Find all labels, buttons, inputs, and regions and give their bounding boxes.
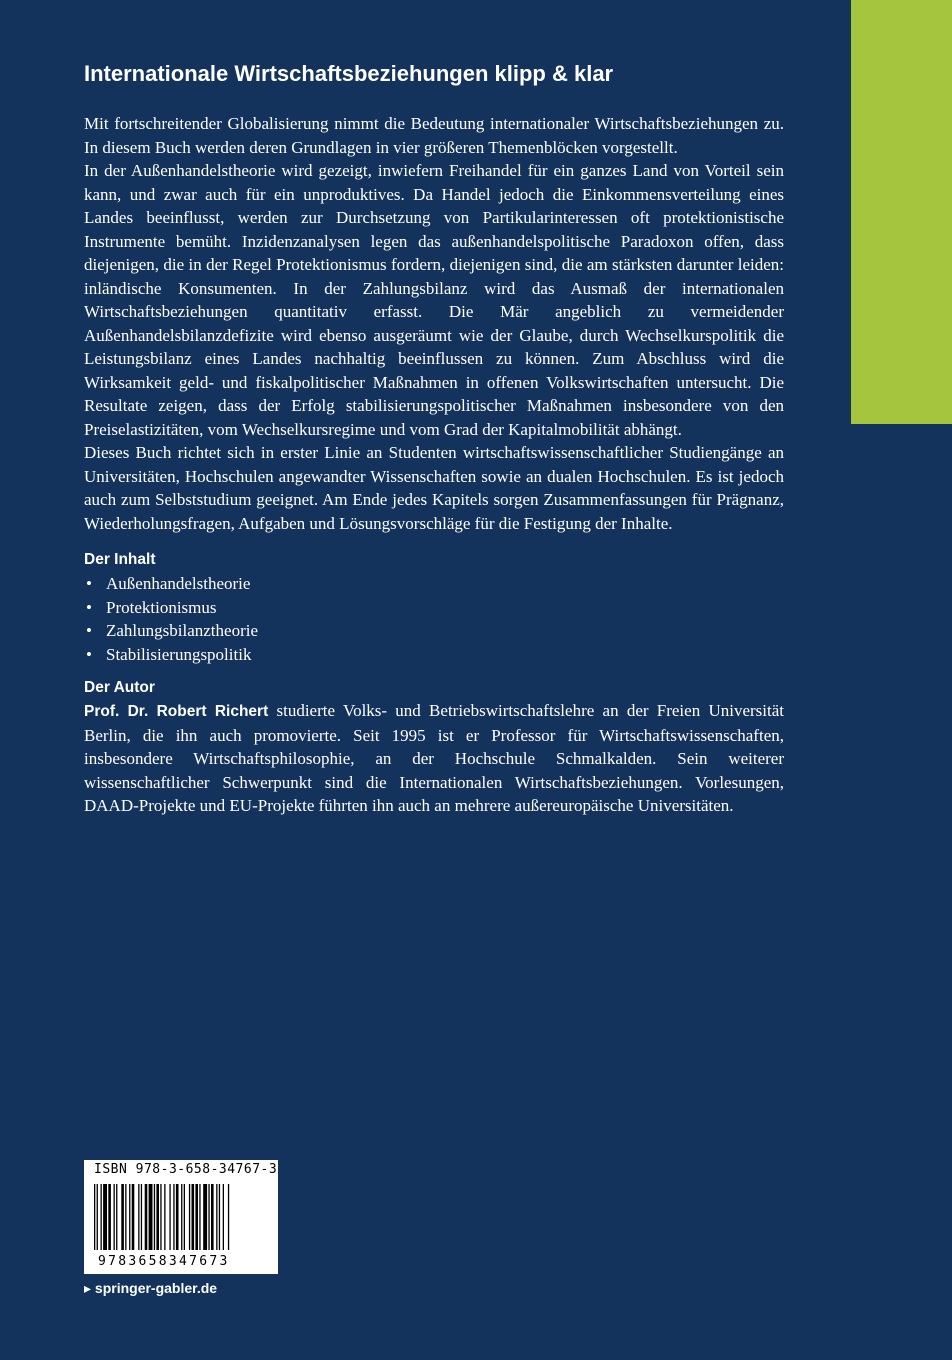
- author-name: Prof. Dr. Robert Richert: [84, 703, 269, 720]
- list-item-label: Stabilisierungspolitik: [106, 644, 252, 664]
- isbn-barcode: [84, 1160, 278, 1274]
- list-item-label: Protektionismus: [106, 597, 217, 617]
- back-cover-content: [84, 60, 784, 818]
- list-item: [84, 619, 784, 643]
- author-bio-text: studierte Volks- und Betriebswirtschaftslehre an der Freien Universität Berlin, die ihn auch promovierte. Seit 1995 ist er Professor für Wirtschaftswissenschaften, insbesondere Wirtschaftsphilosophie, an der Hochschule Schmalkalden. Sein weiterer wissenschaftlicher Schwerpunkt sind die Internationalen Wirtschaftsbeziehungen. Vorlesungen, DAAD-Projekte und EU-Projekte führten ihn auch an mehrere außereuropäische Universitäten.: [84, 701, 784, 815]
- contents-heading: Der Inhalt: [84, 551, 156, 568]
- book-title: Internationale Wirtschaftsbeziehungen klipp & klar: [84, 61, 614, 86]
- author-bio: [84, 699, 784, 818]
- isbn-label: ISBN 978-3-658-34767-3: [94, 1162, 278, 1177]
- website-label: springer-gabler.de: [94, 1280, 218, 1296]
- bullet-icon: •: [86, 621, 92, 640]
- description: [84, 112, 784, 535]
- list-item: [84, 643, 784, 667]
- description-paragraph: In der Außenhandelstheorie wird gezeigt, inwiefern Freihandel für ein ganzes Land von Vorteil sein kann, und zwar auch für ein unproduktives. Da Handel jedoch die Einkommensverteilung eines Landes beeinflusst, werden zur Durchsetzung von Partikularinteressen oft protektionistische Instrumente bemüht. Inzidenzanalysen legen das außenhandelspolitische Paradoxon offen, dass diejenigen, die in der Regel Protektionismus fordern, diejenigen sind, die am stärksten darunter leiden: inländische Konsumenten. In der Zahlungsbilanz wird das Ausmaß der internationalen Wirtschaftsbeziehungen quantitativ erfasst. Die Mär angeblich zu vermeidender Außenhandelsbilanzdefizite wird ebenso ausgeräumt wie der Glaube, durch Wechselkurspolitik die Leistungsbilanz eines Landes nachhaltig beeinflussen zu können. Zum Abschluss wird die Wirksamkeit geld- und fiskalpolitischer Maßnahmen in offenen Volkswirtschaften untersucht. Die Resultate zeigen, dass der Erfolg stabilisierungspolitischer Maßnahmen insbesondere von den Preiselastizitäten, vom Wechselkursregime und vom Grad der Kapitalmobilität abhängt.: [84, 161, 784, 439]
- arrow-icon: ▸: [84, 1280, 92, 1296]
- author-heading: Der Autor: [84, 679, 155, 696]
- barcode-icon: [92, 1184, 270, 1256]
- publisher-website[interactable]: [84, 1280, 217, 1297]
- barcode-digits: 9783658347673: [98, 1254, 230, 1269]
- author-section: [84, 676, 784, 818]
- contents-list: [84, 572, 784, 666]
- description-paragraph: Dieses Buch richtet sich in erster Linie an Studenten wirtschaftswissenschaftlicher Studiengänge an Universitäten, Hochschulen angewandter Wissenschaften sowie an dualen Hochschulen. Es ist jedoch auch zum Selbststudium geeignet. Am Ende jedes Kapitels sorgen Zusammenfassungen für Prägnanz, Wiederholungsfragen, Aufgaben und Lösungsvorschläge für die Festigung der Inhalte.: [84, 443, 784, 533]
- list-item: [84, 596, 784, 620]
- bullet-icon: •: [86, 574, 92, 593]
- bullet-icon: •: [86, 644, 92, 664]
- bullet-icon: •: [86, 597, 92, 617]
- list-item-label: Außenhandelstheorie: [106, 574, 251, 593]
- list-item: [84, 572, 784, 596]
- accent-tab: [851, 0, 952, 424]
- contents-section: [84, 548, 784, 666]
- description-paragraph: Mit fortschreitender Globalisierung nimmt die Bedeutung internationaler Wirtschaftsbeziehungen zu. In diesem Buch werden deren Grundlagen in vier größeren Themenblöcken vorgestellt.: [84, 114, 784, 157]
- list-item-label: Zahlungsbilanztheorie: [106, 621, 259, 640]
